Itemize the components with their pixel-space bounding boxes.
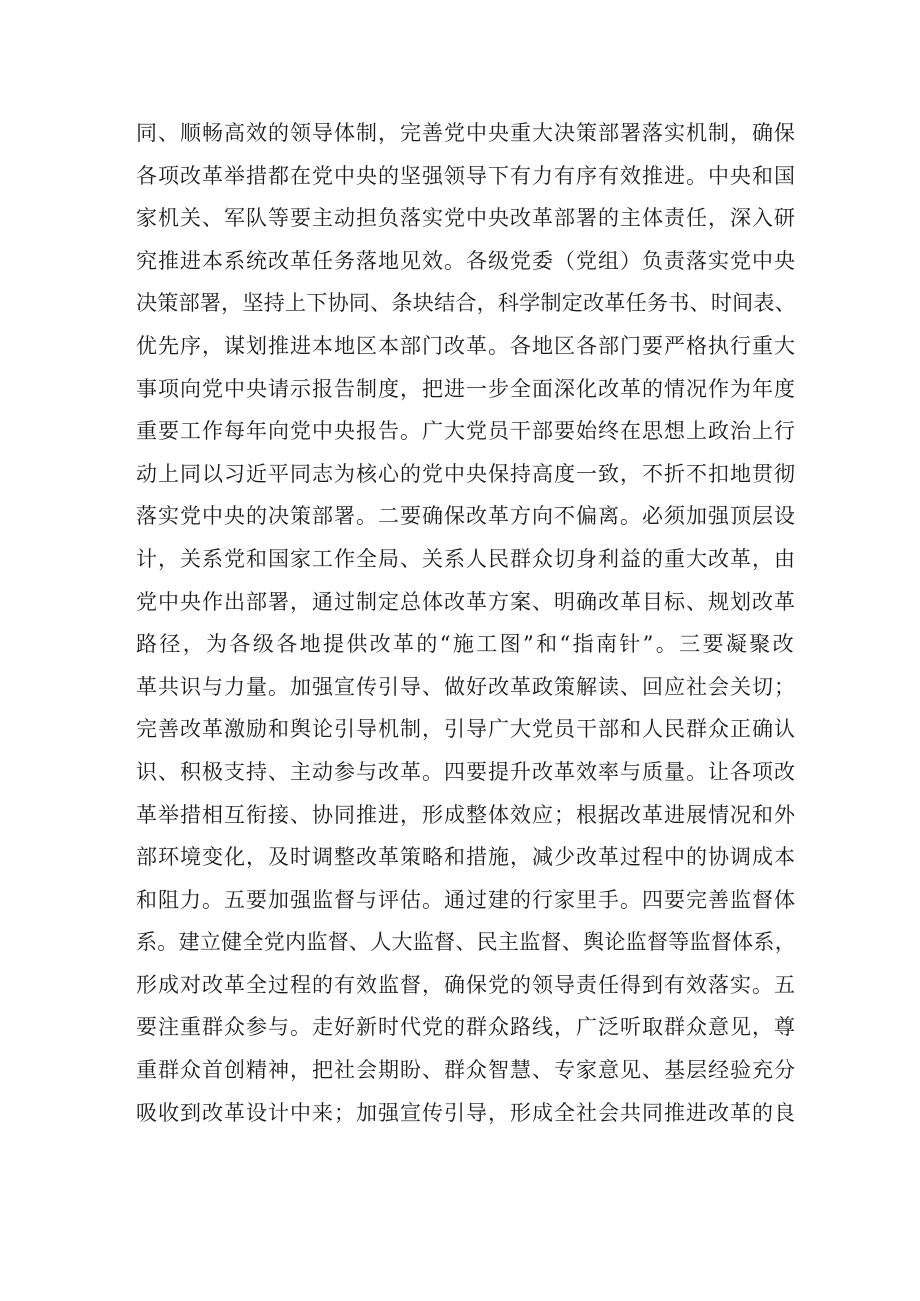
body-text xyxy=(136,112,796,1134)
text-line: 决策部署，坚持上下协同、条块结合，科学制定改革任务书、时间表、 xyxy=(136,291,796,316)
text-line: 系。建立健全党内监督、人大监督、民主监督、舆论监督等监督体系， xyxy=(136,930,796,955)
text-line: 究推进本系统改革任务落地见效。各级党委（党组）负责落实党中央 xyxy=(136,248,796,273)
text-line: 识、积极支持、主动参与改革。四要提升改革效率与质量。让各项改 xyxy=(136,759,796,784)
text-line: 计，关系党和国家工作全局、关系人民群众切身利益的重大改革，由 xyxy=(136,546,796,571)
text-line: 事项向党中央请示报告制度，把进一步全面深化改革的情况作为年度 xyxy=(136,376,796,401)
text-line: 要注重群众参与。走好新时代党的群众路线，广泛听取群众意见，尊 xyxy=(136,1015,796,1040)
text-line: 吸收到改革设计中来；加强宣传引导，形成全社会共同推进改革的良 xyxy=(136,1100,796,1125)
text-line: 路径，为各级各地提供改革的“施工图”和“指南针”。三要凝聚改 xyxy=(136,632,796,657)
text-line: 部环境变化，及时调整改革策略和措施，减少改革过程中的协调成本 xyxy=(136,845,796,870)
text-line: 革举措相互衔接、协同推进，形成整体效应；根据改革进展情况和外 xyxy=(136,802,796,827)
text-line: 完善改革激励和舆论引导机制，引导广大党员干部和人民群众正确认 xyxy=(136,717,796,742)
text-line: 各项改革举措都在党中央的坚强领导下有力有序有效推进。中央和国 xyxy=(136,163,796,188)
text-line: 优先序，谋划推进本地区本部门改革。各地区各部门要严格执行重大 xyxy=(136,333,796,358)
text-line: 革共识与力量。加强宣传引导、做好改革政策解读、回应社会关切； xyxy=(136,674,796,699)
text-line: 重群众首创精神，把社会期盼、群众智慧、专家意见、基层经验充分 xyxy=(136,1058,796,1083)
text-line: 落实党中央的决策部署。二要确保改革方向不偏离。必须加强顶层设 xyxy=(136,504,796,529)
text-line: 家机关、军队等要主动担负落实党中央改革部署的主体责任，深入研 xyxy=(136,206,796,231)
text-line: 形成对改革全过程的有效监督，确保党的领导责任得到有效落实。五 xyxy=(136,972,796,997)
text-line: 和阻力。五要加强监督与评估。通过建的行家里手。四要完善监督体 xyxy=(136,887,796,912)
text-line: 党中央作出部署，通过制定总体改革方案、明确改革目标、规划改革 xyxy=(136,589,796,614)
text-line: 重要工作每年向党中央报告。广大党员干部要始终在思想上政治上行 xyxy=(136,419,796,444)
text-line: 动上同以习近平同志为核心的党中央保持高度一致，不折不扣地贯彻 xyxy=(136,461,796,486)
text-line: 同、顺畅高效的领导体制，完善党中央重大决策部署落实机制，确保 xyxy=(136,121,796,145)
